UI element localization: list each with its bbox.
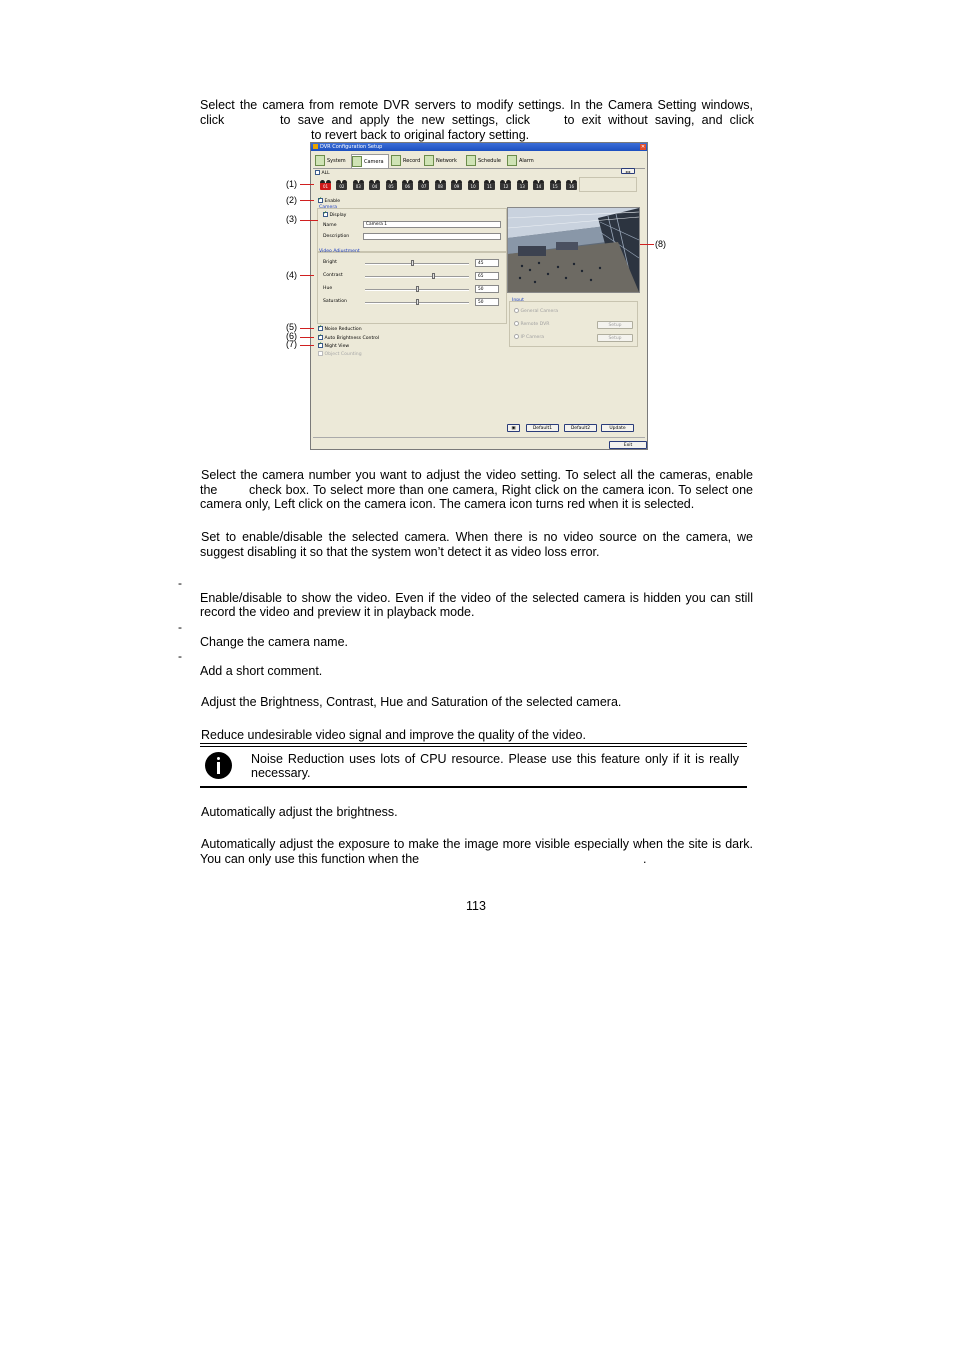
camera-number: 08 [437, 184, 443, 189]
adjustment-value-contrast[interactable]: 65 [475, 272, 499, 280]
camera-icon-16[interactable] [565, 180, 578, 190]
airport-video-preview [508, 208, 639, 292]
page-number: 113 [466, 899, 486, 913]
video-adjustment-label: Video Adjustment [319, 249, 360, 254]
callout-4: (4) [286, 270, 297, 280]
intro-save-text: to save and apply the new settings, click [280, 113, 530, 127]
callout-line-8 [640, 244, 654, 245]
adjustment-slider-bright[interactable] [365, 263, 469, 265]
slider-thumb[interactable] [416, 299, 419, 305]
adjustment-label-contrast: Contrast [323, 273, 343, 278]
footer-divider [313, 437, 645, 438]
description-field[interactable] [363, 233, 501, 240]
camera-number: 03 [355, 184, 361, 189]
note-bottom-rule [200, 786, 747, 788]
adjustment-value-hue[interactable]: 50 [475, 285, 499, 293]
p5: Add a short comment. [200, 664, 323, 678]
app-icon [313, 144, 318, 149]
p7: Reduce undesirable video signal and improve the quality of the video. [201, 728, 586, 742]
setup-button-remote-dvr[interactable]: Setup [597, 321, 633, 329]
object-counting-checkbox[interactable]: Object Counting [318, 351, 362, 357]
intro-exit-text: to exit without saving, and click [564, 113, 754, 127]
p1-line-1: Select the camera number you want to adjust the video setting. To select all the cameras, enable [201, 468, 753, 482]
camera-icon-04[interactable] [368, 180, 381, 190]
camera-icon-10[interactable] [467, 180, 480, 190]
record-icon [391, 155, 401, 166]
exit-button[interactable]: Exit [609, 441, 647, 449]
p2-line-1: Set to enable/disable the selected camera. When there is no video source on the camera, we [201, 530, 753, 544]
intro-click: click [200, 113, 225, 127]
system-icon [315, 155, 325, 166]
callout-5: (5) [286, 322, 297, 332]
radio-ip-camera[interactable]: IP Camera [514, 334, 544, 340]
callout-6: (6) [286, 331, 297, 341]
p1-the: the [200, 483, 218, 497]
camera-icon-03[interactable] [352, 180, 365, 190]
schedule-icon [466, 155, 476, 166]
p9-line-1: Automatically adjust the exposure to make the image more visible especially when the site is dark. [201, 837, 753, 851]
callout-line-6 [300, 337, 314, 338]
slider-thumb[interactable] [416, 286, 419, 292]
camera-number: 12 [503, 184, 509, 189]
camera-icon-15[interactable] [549, 180, 562, 190]
p3-line-1: Enable/disable to show the video. Even if the video of the selected camera is hidden you can still [200, 591, 753, 605]
adjustment-value-saturation[interactable]: 50 [475, 298, 499, 306]
input-label: Input [512, 298, 524, 303]
update-button[interactable]: Update [601, 424, 634, 432]
note-line-1: Noise Reduction uses lots of CPU resource. Please use this feature only if it is really [251, 752, 739, 766]
camera-preview [507, 207, 640, 293]
enable-checkbox[interactable]: ✓ Enable [318, 198, 340, 204]
tab-divider [313, 168, 645, 169]
callout-line-7 [300, 345, 314, 346]
camera-number: 14 [536, 184, 542, 189]
dash-2: - [178, 620, 182, 634]
camera-icon-13[interactable] [516, 180, 529, 190]
adjustment-value-bright[interactable]: 45 [475, 259, 499, 267]
adjustment-slider-saturation[interactable] [365, 302, 469, 304]
dash-3: - [178, 649, 182, 663]
network-icon [424, 155, 434, 166]
callout-7: (7) [286, 339, 297, 349]
description-label: Description [323, 234, 350, 239]
window-titlebar [311, 143, 647, 151]
intro-line-1: Select the camera from remote DVR servers to modify settings. In the Camera Setting windows, [200, 98, 753, 112]
camera-icon-11[interactable] [483, 180, 496, 190]
p3-line-2: record the video and preview it in playback mode. [200, 605, 475, 619]
p1-line-2: check box. To select more than one camera, Right click on the camera icon. To select one [249, 483, 753, 497]
camera-number: 06 [404, 184, 411, 189]
camera-number: 04 [372, 184, 378, 189]
slider-thumb[interactable] [432, 273, 435, 279]
note-top-rule-2 [200, 746, 747, 747]
adjustment-label-hue: Hue [323, 286, 333, 291]
tab-alarm[interactable]: Alarm [507, 154, 551, 168]
callout-line-3 [300, 220, 318, 221]
info-icon [205, 752, 232, 779]
camera-icon-06[interactable] [401, 180, 414, 190]
camera-number: 01 [322, 184, 329, 189]
camera-icon-08[interactable] [434, 180, 447, 190]
copy-settings-button[interactable]: ▣ [507, 424, 520, 432]
auto-brightness-checkbox[interactable]: ✓ Auto Brightness Control [318, 335, 379, 341]
camera-number: 09 [454, 184, 460, 189]
alarm-icon [507, 155, 517, 166]
name-field[interactable]: Camera 1 [363, 221, 501, 228]
slider-thumb[interactable] [411, 260, 414, 266]
camera-number: 10 [470, 184, 476, 189]
dash-1: - [178, 576, 182, 590]
tab-camera[interactable]: Camera [351, 154, 389, 168]
p8: Automatically adjust the brightness. [201, 805, 398, 819]
callout-line-4 [300, 275, 314, 276]
p6: Adjust the Brightness, Contrast, Hue and Saturation of the selected camera. [201, 695, 622, 709]
note-top-rule [200, 743, 747, 744]
adjustment-slider-contrast[interactable] [365, 276, 469, 278]
default1-button[interactable]: Default1 [526, 424, 559, 432]
name-label: Name [323, 223, 337, 228]
p4: Change the camera name. [200, 635, 349, 649]
callout-2: (2) [286, 195, 297, 205]
tab-schedule[interactable]: Schedule [466, 154, 518, 168]
camera-number: 07 [421, 184, 427, 189]
camera-icon-07[interactable] [417, 180, 430, 190]
p9-period: . [643, 852, 647, 866]
camera-number: 05 [388, 184, 394, 189]
callout-8: (8) [655, 239, 666, 249]
p2-line-2: suggest disabling it so that the system won’t detect it as video loss error. [200, 545, 600, 559]
camera-number: 02 [339, 184, 345, 189]
tab-system[interactable]: System [315, 154, 361, 168]
tab-record[interactable]: Record [391, 154, 435, 168]
camera-number: 16 [568, 184, 575, 189]
camera-strip-group [579, 177, 637, 192]
tab-network[interactable]: Network [424, 154, 474, 168]
radio-remote-dvr[interactable]: Remote DVR [514, 321, 549, 327]
adjustment-label-bright: Bright [323, 260, 337, 265]
noise-reduction-checkbox[interactable]: ✓ Noise Reduction [318, 326, 362, 332]
close-icon[interactable]: ✕ [640, 144, 646, 150]
callout-line-2 [300, 200, 314, 201]
p9-line-2: You can only use this function when the [200, 852, 420, 866]
all-checkbox[interactable]: ALL [315, 170, 330, 176]
dvr-config-window [310, 142, 648, 450]
radio-general-camera[interactable]: General Camera [514, 308, 558, 314]
callout-line-5 [300, 328, 314, 329]
default2-button[interactable]: Default2 [564, 424, 597, 432]
camera-icon-12[interactable] [499, 180, 512, 190]
camera-tab-icon [352, 156, 362, 167]
adjustment-slider-hue[interactable] [365, 289, 469, 291]
camera-icon-14[interactable] [532, 180, 545, 190]
camera-group-label: Camera [319, 205, 338, 210]
camera-number: 13 [519, 184, 525, 189]
adjustment-label-saturation: Saturation [323, 299, 347, 304]
callout-line-1 [300, 184, 314, 185]
camera-icon-01[interactable] [319, 180, 332, 190]
camera-number: 15 [552, 184, 558, 189]
night-view-checkbox[interactable]: ✓ Night View [318, 343, 349, 349]
callout-1: (1) [286, 179, 297, 189]
camera-number: 11 [486, 184, 493, 189]
display-checkbox[interactable]: ✓ Display [323, 212, 346, 218]
window-title: DVR Configuration Setup [320, 144, 383, 150]
camera-icon-02[interactable] [335, 180, 348, 190]
scroll-arrows[interactable]: ◂ ▸ [621, 168, 635, 174]
callout-3: (3) [286, 214, 297, 224]
camera-icon-09[interactable] [450, 180, 463, 190]
note-line-2: necessary. [251, 766, 311, 780]
p1-line-3: camera only, Left click on the camera icon. The camera icon turns red when it is selected. [200, 497, 695, 511]
intro-line-3: to revert back to original factory setting. [311, 128, 530, 142]
setup-button-ip-camera[interactable]: Setup [597, 334, 633, 342]
camera-icon-05[interactable] [385, 180, 398, 190]
